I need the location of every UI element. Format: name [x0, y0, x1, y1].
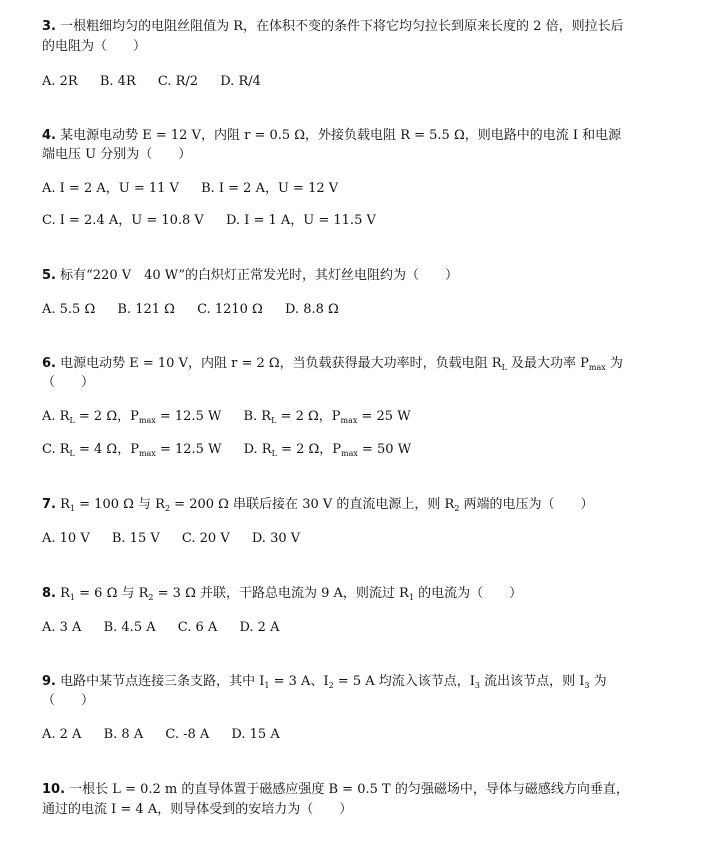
subscript: max — [341, 449, 358, 458]
option-b[interactable]: B. 8 A — [103, 727, 144, 742]
option-a[interactable]: A. 10 V — [42, 531, 90, 546]
option-c[interactable]: C. 1210 Ω — [197, 302, 263, 317]
subscript: max — [138, 449, 156, 458]
question-4-options-row-1 — [42, 180, 356, 197]
subscript: L — [271, 449, 277, 458]
question-number: 6. — [42, 356, 56, 371]
question-5-options — [42, 301, 357, 318]
question-6-options-row-1 — [42, 408, 429, 425]
option-c[interactable]: C. -8 A — [165, 727, 210, 742]
subscript: L — [501, 363, 507, 372]
option-b[interactable]: B. 4R — [99, 74, 136, 89]
question-6-line-2 — [42, 374, 94, 391]
question-text: 两端的电压为（ ） — [459, 497, 594, 512]
subscript: 3 — [474, 681, 480, 690]
option-text: = 2 Ω，P — [74, 409, 139, 424]
subscript: max — [340, 416, 358, 425]
subscript: max — [138, 416, 156, 425]
question-text: R — [60, 497, 70, 512]
question-number: 8. — [42, 586, 56, 601]
option-c[interactable]: C. 6 A — [177, 620, 218, 635]
option-a[interactable]: A. 2 A — [42, 727, 82, 742]
question-text: = 5 A 均流入该节点，I — [333, 674, 475, 689]
subscript: L — [271, 416, 277, 425]
question-text: 标有“220 V 40 W”的白炽灯正常发光时，其灯丝电阻约为（ ） — [60, 268, 459, 283]
question-10-line-1 — [42, 781, 629, 798]
question-text: 电源电动势 E = 10 V，内阻 r = 2 Ω，当负载获得最大功率时，负载电阻 R — [60, 356, 502, 371]
question-10-line-2 — [42, 801, 352, 818]
option-a[interactable]: A. 3 A — [42, 620, 82, 635]
subscript: 2 — [454, 504, 460, 513]
question-number: 4. — [42, 128, 56, 143]
question-text: 为 — [589, 674, 607, 689]
option-c[interactable]: C. I = 2.4 A，U = 10.8 V — [42, 213, 204, 228]
option-d[interactable] — [244, 441, 412, 458]
question-text: 及最大功率 P — [506, 356, 589, 371]
option-a[interactable]: A. 2R — [42, 74, 78, 89]
question-text: = 3 A、I — [269, 674, 329, 689]
question-text: 的电阻为（ ） — [42, 39, 147, 54]
option-d[interactable]: D. 8.8 Ω — [284, 302, 339, 317]
question-6-line-1 — [42, 355, 623, 372]
question-text: 电路中某节点连接三条支路，其中 I — [60, 674, 265, 689]
question-text: 一根长 L = 0.2 m 的直导体置于磁感应强度 B = 0.5 T 的匀强磁场中，导体与磁感线方向垂直， — [69, 782, 629, 797]
question-text: 通过的电流 I = 4 A，则导体受到的安培力为（ ） — [42, 802, 353, 817]
option-b[interactable]: B. 15 V — [111, 531, 160, 546]
question-text: 某电源电动势 E = 12 V，内阻 r = 0.5 Ω，外接负载电阻 R = 5.5 Ω，则电路中的电流 I 和电源 — [60, 128, 622, 143]
question-3-options — [42, 73, 279, 90]
subscript: 1 — [69, 504, 76, 513]
option-text: B. R — [243, 409, 272, 424]
subscript: 1 — [264, 681, 270, 690]
option-d[interactable]: D. 2 A — [239, 620, 280, 635]
option-text: = 12.5 W — [155, 442, 222, 457]
option-text: = 25 W — [357, 409, 411, 424]
option-text: = 50 W — [357, 442, 412, 457]
question-number: 9. — [42, 674, 56, 689]
question-9-options — [42, 726, 298, 743]
option-text: C. R — [42, 442, 70, 457]
question-number: 3. — [42, 19, 56, 34]
subscript: 1 — [408, 593, 414, 602]
question-9-line-2 — [42, 692, 94, 709]
subscript: 2 — [164, 504, 171, 513]
option-c[interactable] — [42, 441, 221, 458]
option-b[interactable]: B. I = 2 A，U = 12 V — [201, 181, 339, 196]
option-text: = 4 Ω，P — [74, 442, 139, 457]
subscript: 2 — [148, 593, 154, 602]
question-text: 一根粗细均匀的电阻丝阻值为 R，在体积不变的条件下将它均匀拉长到原来长度的 2 倍，则拉长后 — [60, 19, 624, 34]
option-a[interactable]: A. 5.5 Ω — [42, 302, 96, 317]
question-text: 端电压 U 分别为（ ） — [42, 147, 192, 162]
option-d[interactable]: D. 30 V — [251, 531, 301, 546]
question-text: = 200 Ω 串联后接在 30 V 的直流电源上，则 R — [170, 497, 455, 512]
option-c[interactable]: C. R/2 — [157, 74, 199, 89]
question-8-options — [42, 619, 297, 636]
option-text: = 12.5 W — [155, 409, 222, 424]
option-b[interactable]: B. 121 Ω — [117, 302, 175, 317]
question-number: 5. — [42, 268, 56, 283]
question-9-line-1 — [42, 673, 607, 690]
option-c[interactable]: C. 20 V — [181, 531, 230, 546]
question-text: = 3 Ω 并联，干路总电流为 9 A，则流过 R — [153, 586, 409, 601]
question-number: 10. — [42, 782, 66, 797]
option-d[interactable]: D. R/4 — [220, 74, 261, 89]
option-d[interactable]: D. I = 1 A，U = 11.5 V — [225, 213, 376, 228]
question-7-line-1 — [42, 496, 594, 513]
option-text: A. R — [42, 409, 70, 424]
question-4-options-row-2 — [42, 212, 394, 229]
option-a[interactable]: A. I = 2 A，U = 11 V — [42, 181, 179, 196]
question-6-options-row-2 — [42, 441, 429, 458]
option-text: = 2 Ω，P — [276, 409, 341, 424]
question-4-line-2 — [42, 146, 191, 163]
option-b[interactable]: B. 4.5 A — [103, 620, 156, 635]
question-text: = 6 Ω 与 R — [75, 586, 149, 601]
question-number: 7. — [42, 497, 56, 512]
question-7-options — [42, 530, 318, 547]
subscript: 1 — [69, 593, 76, 602]
question-text: （ ） — [42, 375, 95, 390]
question-text: 为 — [605, 356, 623, 371]
question-text: 流出该节点，则 I — [480, 674, 585, 689]
question-8-line-1 — [42, 585, 522, 602]
subscript: max — [588, 363, 606, 372]
question-3-line-1 — [42, 18, 624, 35]
question-text: R — [60, 586, 70, 601]
question-text: = 100 Ω 与 R — [75, 497, 165, 512]
subscript: 2 — [328, 681, 334, 690]
question-5-line-1 — [42, 267, 458, 284]
option-text: = 2 Ω，P — [276, 442, 341, 457]
option-b[interactable] — [243, 408, 410, 425]
option-d[interactable]: D. 15 A — [231, 727, 280, 742]
subscript: L — [69, 416, 75, 425]
option-text: D. R — [243, 442, 272, 457]
option-a[interactable] — [42, 408, 221, 425]
question-4-line-1 — [42, 127, 621, 144]
question-text: 的电流为（ ） — [413, 586, 523, 601]
subscript: 3 — [584, 681, 590, 690]
question-text: （ ） — [42, 693, 95, 708]
subscript: L — [69, 449, 75, 458]
question-3-line-2 — [42, 38, 146, 55]
